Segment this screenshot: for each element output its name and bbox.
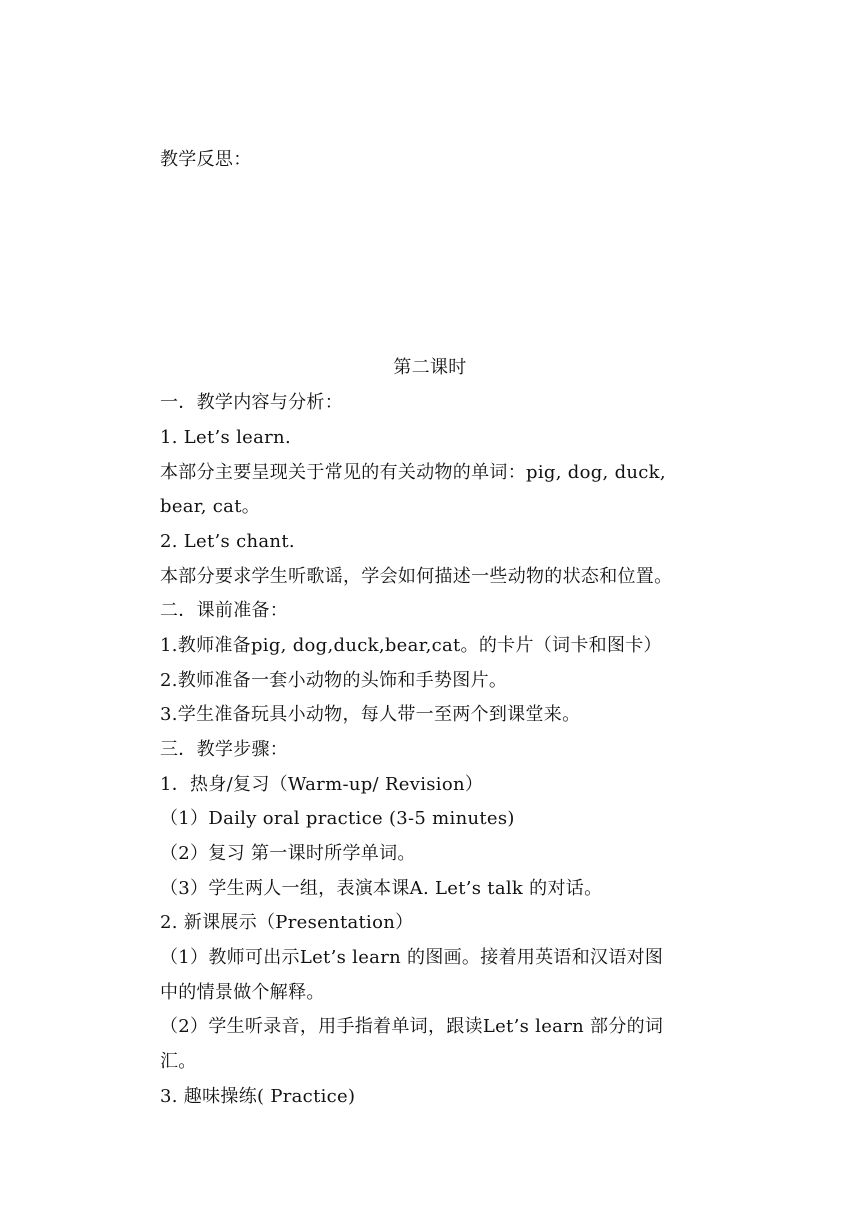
text-line: 3. 趣味操练( Practice) — [160, 1086, 356, 1107]
text-line: 中的情景做个解释。 — [160, 982, 325, 1003]
section-heading: 一．教学内容与分析： — [160, 392, 343, 413]
section-heading: 三．教学步骤： — [160, 739, 289, 760]
reflection-label: 教学反思： — [160, 149, 252, 170]
text-line: 2.教师准备一套小动物的头饰和手势图片。 — [160, 670, 508, 691]
text-line: 3.学生准备玩具小动物，每人带一至两个到课堂来。 — [160, 704, 581, 725]
text-line: （2）学生听录音，用手指着单词，跟读Let’s learn 部分的词 — [160, 1016, 664, 1037]
text-line: （1）教师可出示Let’s learn 的图画。接着用英语和汉语对图 — [160, 947, 664, 968]
text-line: 本部分要求学生听歌谣，学会如何描述一些动物的状态和位置。 — [160, 566, 673, 587]
text-line: 2. Let’s chant. — [160, 531, 295, 552]
lesson-title: 第二课时 — [393, 357, 467, 378]
text-line: bear, cat。 — [160, 496, 261, 517]
text-line: 2. 新课展示（Presentation） — [160, 912, 414, 933]
text-line: 1．热身/复习（Warm-up/ Revision） — [160, 774, 484, 795]
text-line: 1. Let’s learn. — [160, 427, 291, 448]
text-line: 1.教师准备pig, dog,duck,bear,cat。的卡片（词卡和图卡） — [160, 635, 662, 656]
text-line: 本部分主要呈现关于常见的有关动物的单词：pig, dog, duck, — [160, 462, 666, 483]
text-line: （1）Daily oral practice (3-5 minutes) — [160, 808, 515, 829]
text-line: 汇。 — [160, 1051, 197, 1072]
section-heading: 二．课前准备： — [160, 600, 289, 621]
text-line: （2）复习 第一课时所学单词。 — [160, 843, 416, 864]
text-line: （3）学生两人一组，表演本课A. Let’s talk 的对话。 — [160, 878, 603, 899]
